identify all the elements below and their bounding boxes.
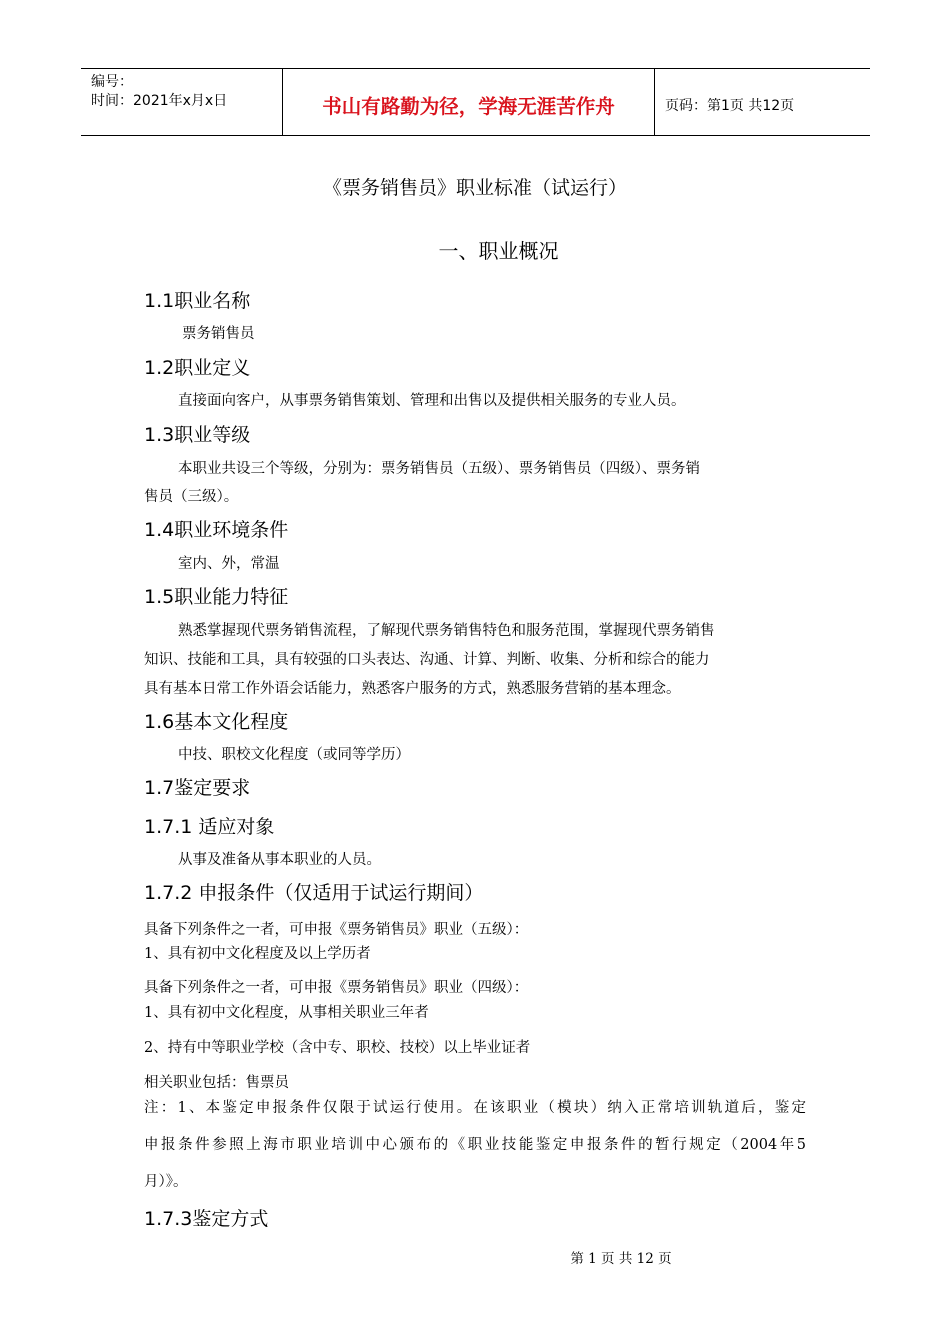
header-motto: 书山有路勤为径，学海无涯苦作舟	[282, 69, 655, 135]
text-1-5-line3: 具有基本日常工作外语会话能力，熟悉客户服务的方式，熟悉服务营销的基本理念。	[144, 681, 681, 697]
document-title: 《票务销售员》职业标准（试运行）	[322, 177, 627, 199]
heading-1-4: 1.4职业环境条件	[144, 519, 289, 541]
section-title: 一、职业概况	[438, 239, 559, 263]
heading-1-1: 1.1职业名称	[144, 290, 251, 312]
text-1-7-1: 从事及准备从事本职业的人员。	[178, 852, 381, 868]
level4-item-1: 1、具有初中文化程度，从事相关职业三年者	[144, 1005, 429, 1021]
note-line-3: 月）》。	[144, 1174, 188, 1190]
note-line-1: 注：1、本鉴定申报条件仅限于试运行使用。在该职业（模块）纳入正常培训轨道后，鉴定	[144, 1100, 806, 1116]
level5-intro: 具备下列条件之一者，可申报《票务销售员》职业（五级）：	[144, 922, 529, 938]
text-1-5-line2: 知识、技能和工具，具有较强的口头表达、沟通、计算、判断、收集、分析和综合的能力	[144, 652, 710, 668]
header-number: 编号：	[91, 74, 133, 90]
page-footer: 第 1 页 共 12 页	[570, 1251, 672, 1267]
page-header	[81, 68, 870, 136]
note-line-2: 申报条件参照上海市职业培训中心颁布的《职业技能鉴定申报条件的暂行规定（2004年5	[144, 1137, 806, 1153]
heading-1-7-3: 1.7.3鉴定方式	[144, 1208, 269, 1230]
level4-intro: 具备下列条件之一者，可申报《票务销售员》职业（四级）：	[144, 980, 529, 996]
text-1-1: 票务销售员	[182, 326, 255, 342]
header-page-info: 页码：第1页 共12页	[665, 98, 795, 114]
heading-1-7-1: 1.7.1 适应对象	[144, 816, 275, 838]
text-1-5-line1: 熟悉掌握现代票务销售流程，了解现代票务销售特色和服务范围，掌握现代票务销售	[178, 623, 715, 639]
text-1-4: 室内、外，常温	[178, 556, 280, 572]
heading-1-3: 1.3职业等级	[144, 424, 251, 446]
level5-item-1: 1、具有初中文化程度及以上学历者	[144, 946, 371, 962]
heading-1-6: 1.6基本文化程度	[144, 711, 289, 733]
heading-1-5: 1.5职业能力特征	[144, 586, 289, 608]
text-1-6: 中技、职校文化程度（或同等学历）	[178, 747, 410, 763]
level4-item-2: 2、持有中等职业学校（含中专、职校、技校）以上毕业证者	[144, 1040, 531, 1056]
heading-1-2: 1.2职业定义	[144, 357, 251, 379]
heading-1-7-2: 1.7.2 申报条件（仅适用于试运行期间）	[144, 882, 484, 904]
heading-1-7: 1.7鉴定要求	[144, 777, 251, 799]
text-1-3-line2: 售员（三级）。	[144, 489, 239, 505]
related-occupations: 相关职业包括：售票员	[144, 1075, 289, 1091]
text-1-3-line1: 本职业共设三个等级，分别为：票务销售员（五级）、票务销售员（四级）、票务销	[178, 461, 700, 477]
text-1-2: 直接面向客户，从事票务销售策划、管理和出售以及提供相关服务的专业人员。	[178, 393, 686, 409]
header-meta	[81, 69, 282, 135]
header-time: 时间：2021年x月x日	[91, 93, 228, 109]
